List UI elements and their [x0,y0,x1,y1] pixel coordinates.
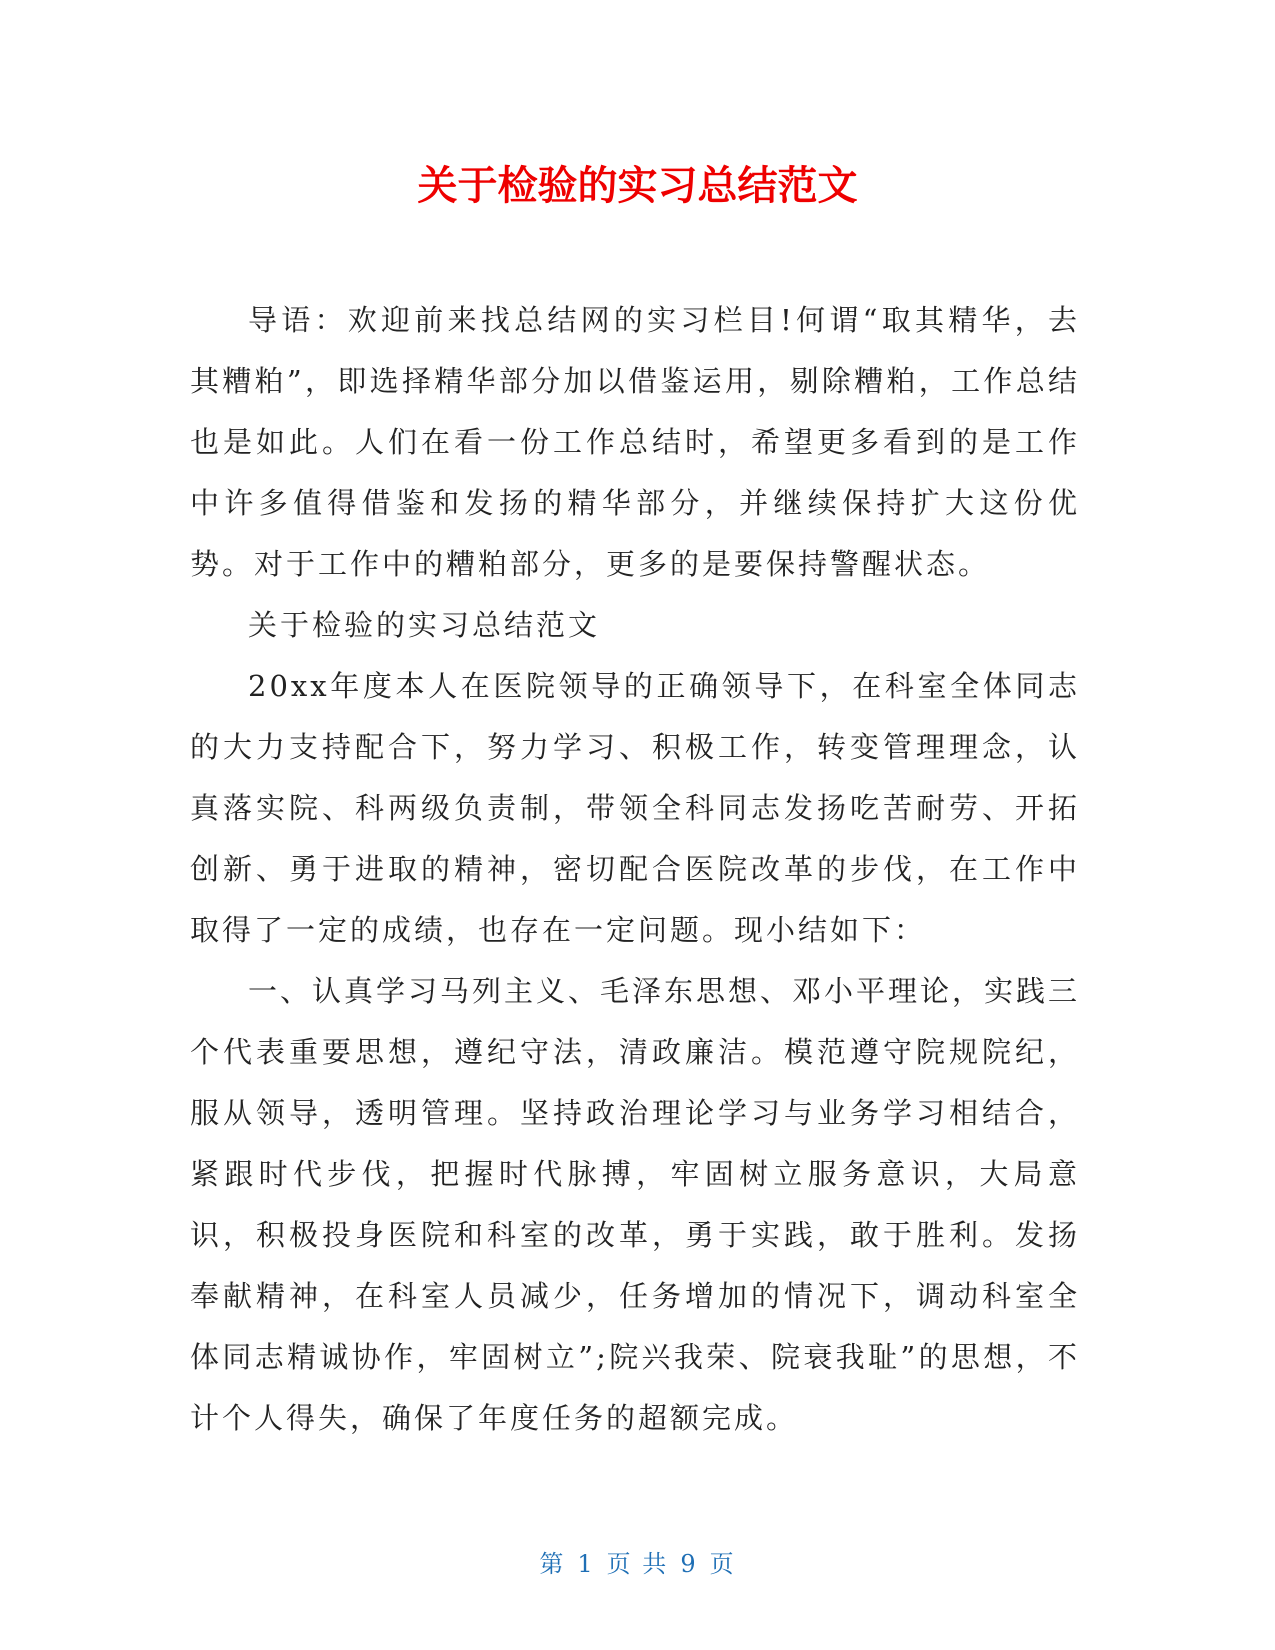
footer-page-number: 1 [577,1550,595,1578]
body-paragraph: 20xx年度本人在医院领导的正确领导下，在科室全体同志的大力支持配合下，努力学习、积极工作，转变管理理念，认真落实院、科两级负责制，带领全科同志发扬吃苦耐劳、开拓创新、勇于进取的精神，密切配合医院改革的步伐，在工作中取得了一定的成绩，也存在一定问题。现小结如下： [190,669,1080,947]
document-body [190,290,1080,1449]
footer-total-pages: 9 [680,1550,698,1578]
intro-paragraph: 导语：欢迎前来找总结网的实习栏目!何谓“取其精华，去其糟粕”，即选择精华部分加以借鉴运用，剔除糟粕，工作总结也是如此。人们在看一份工作总结时，希望更多看到的是工作中许多值得借鉴和发扬的精华部分，并继续保持扩大这份优势。对于工作中的糟粕部分，更多的是要保持警醒状态。 [190,303,1080,581]
footer-prefix: 第 [539,1550,566,1578]
footer-mid: 页 共 [606,1550,669,1578]
footer-suffix: 页 [709,1550,736,1578]
section-subtitle: 关于检验的实习总结范文 [248,608,601,642]
document-title: 关于检验的实习总结范文 [417,163,858,209]
body-paragraph: 一、认真学习马列主义、毛泽东思想、邓小平理论，实践三个代表重要思想，遵纪守法，清政廉洁。模范遵守院规院纪，服从领导，透明管理。坚持政治理论学习与业务学习相结合，紧跟时代步伐，把握时代脉搏，牢固树立服务意识，大局意识，积极投身医院和科室的改革，勇于实践，敢于胜利。发扬奉献精神，在科室人员减少，任务增加的情况下，调动科室全体同志精诚协作，牢固树立”;院兴我荣、院衰我耻”的思想，不计个人得失，确保了年度任务的超额完成。 [190,974,1081,1435]
page-footer [0,1548,1275,1580]
